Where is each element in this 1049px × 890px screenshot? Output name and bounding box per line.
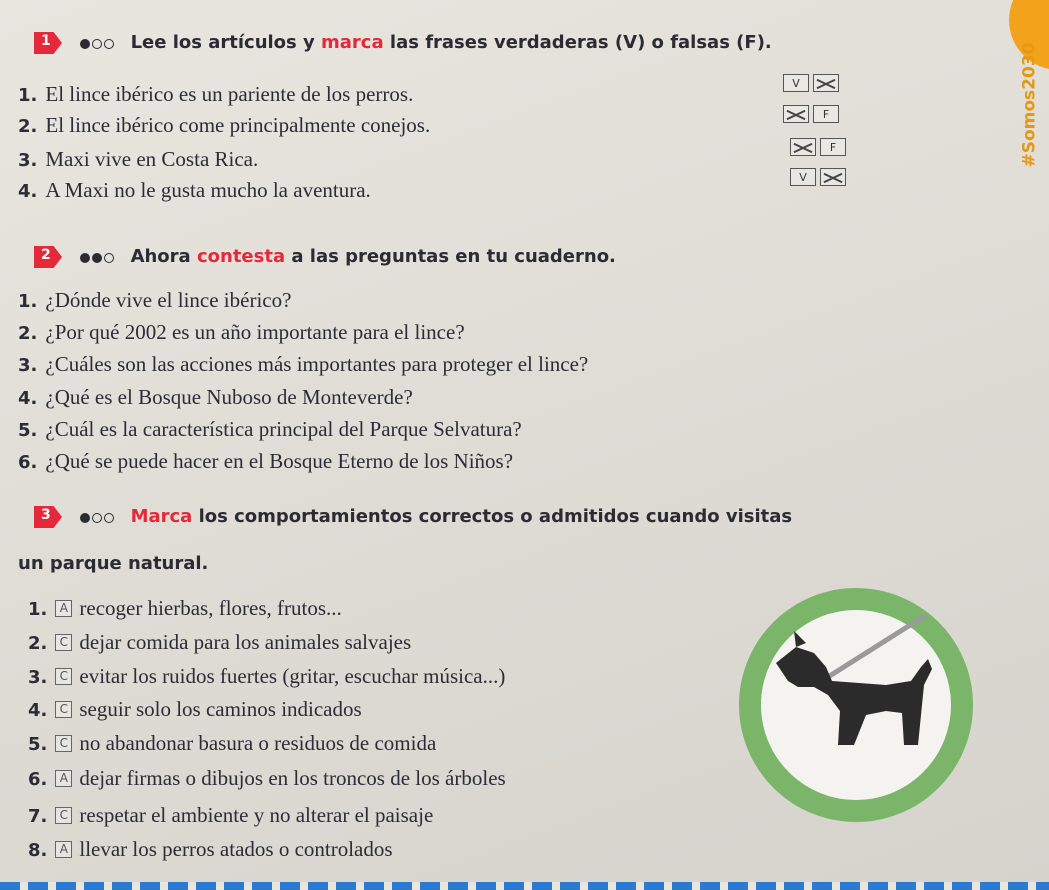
ex3-item-4: 4. C seguir solo los caminos indicados <box>28 697 362 721</box>
checkbox[interactable]: C <box>55 701 72 718</box>
false-box-marked[interactable] <box>813 74 839 92</box>
ex3-item-8: 8. A llevar los perros atados o controlados <box>28 837 393 861</box>
ex3-item-6: 6. A dejar firmas o dibujos en los troncos de los árboles <box>28 766 506 790</box>
checkbox[interactable]: C <box>55 634 72 651</box>
ex3-item-3: 3. C evitar los ruidos fuertes (gritar, escuchar música...) <box>28 664 506 688</box>
ex1-vf-3[interactable] <box>790 138 846 156</box>
ex3-item-1: 1. A recoger hierbas, flores, frutos... <box>28 596 342 620</box>
bottom-decoration-strip <box>0 882 1049 890</box>
checkbox[interactable]: A <box>55 841 72 858</box>
true-box-marked[interactable] <box>790 138 816 156</box>
false-box[interactable]: F <box>820 138 846 156</box>
false-box-marked[interactable] <box>820 168 846 186</box>
difficulty-dots <box>80 33 116 54</box>
ex3-item-5: 5. C no abandonar basura o residuos de comida <box>28 731 437 755</box>
ex2-question-4: 4. ¿Qué es el Bosque Nuboso de Monteverde? <box>18 385 413 409</box>
ex2-question-2: 2. ¿Por qué 2002 es un año importante para el lince? <box>18 320 465 344</box>
exercise-3-heading: 3 Marca los comportamientos correctos o admitidos cuando visitas <box>34 506 792 528</box>
ex1-statement-2: 2. El lince ibérico come principalmente conejos. <box>18 113 431 137</box>
ex1-statement-1: 1. El lince ibérico es un pariente de los perros. <box>18 82 414 106</box>
checkbox[interactable]: C <box>55 735 72 752</box>
checkbox[interactable]: A <box>55 770 72 787</box>
checkbox[interactable]: A <box>55 600 72 617</box>
ex1-vf-4[interactable] <box>790 168 846 186</box>
exercise-2-heading: 2 Ahora contesta a las preguntas en tu cuaderno. <box>34 246 616 268</box>
true-box-marked[interactable] <box>783 105 809 123</box>
difficulty-dots <box>80 507 116 528</box>
ex2-question-6: 6. ¿Qué se puede hacer en el Bosque Eterno de los Niños? <box>18 449 514 473</box>
ex2-question-5: 5. ¿Cuál es la característica principal del Parque Selvatura? <box>18 417 522 441</box>
exercise-number-badge: 2 <box>34 246 68 268</box>
dog-on-leash-sign-icon <box>736 585 976 825</box>
ex1-statement-4: 4. A Maxi no le gusta mucho la aventura. <box>18 178 371 202</box>
exercise-number-badge: 1 <box>34 32 68 54</box>
true-box[interactable]: V <box>783 74 809 92</box>
checkbox[interactable]: C <box>55 668 72 685</box>
exercise-3-heading-cont: un parque natural. <box>18 553 209 574</box>
difficulty-dots <box>80 247 116 268</box>
exercise-1-heading: 1 Lee los artículos y marca las frases verdaderas (V) o falsas (F). <box>34 32 772 54</box>
checkbox[interactable]: C <box>55 807 72 824</box>
false-box[interactable]: F <box>813 105 839 123</box>
side-hashtag: #Somos2030 <box>1019 42 1040 168</box>
ex3-item-2: 2. C dejar comida para los animales salvajes <box>28 630 412 654</box>
ex1-vf-2[interactable] <box>783 105 839 123</box>
true-box[interactable]: V <box>790 168 816 186</box>
ex3-item-7: 7. C respetar el ambiente y no alterar el paisaje <box>28 803 434 827</box>
exercise-number-badge: 3 <box>34 506 68 528</box>
ex2-question-1: 1. ¿Dónde vive el lince ibérico? <box>18 288 292 312</box>
ex2-question-3: 3. ¿Cuáles son las acciones más importantes para proteger el lince? <box>18 352 589 376</box>
ex1-vf-1[interactable] <box>783 74 839 92</box>
ex1-statement-3: 3. Maxi vive en Costa Rica. <box>18 147 259 171</box>
